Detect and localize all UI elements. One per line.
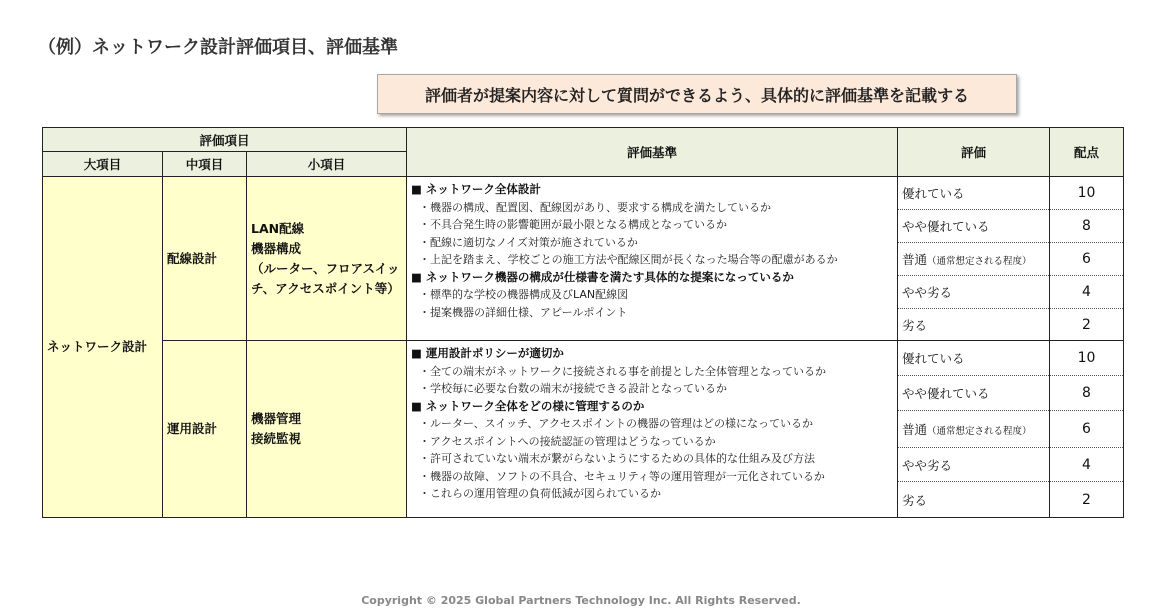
rating-cell [898, 210, 1050, 243]
major-item-cell [43, 177, 163, 518]
rating-label: やや劣る [902, 285, 953, 300]
criteria-item: ・機器の構成、配置図、配線図があり、要求する構成を満たしているか [419, 200, 772, 214]
rating-cell [898, 276, 1050, 309]
callout-box: 評価者が提案内容に対して質問ができるよう、具体的に評価基準を記載する [377, 74, 1017, 114]
header-rating: 評価 [898, 128, 1050, 177]
minor-item-line: LAN配線 [251, 220, 305, 236]
minor-item-line: 機器管理 [251, 411, 302, 426]
rating-label: 普通 [902, 252, 928, 267]
criteria-heading: ■ 運用設計ポリシーが適切か [411, 346, 564, 360]
criteria-cell [407, 177, 898, 341]
criteria-item: ・学校毎に必要な台数の端末が接続できる設計となっているか [419, 382, 728, 395]
header-middle: 中項目 [163, 152, 247, 177]
rating-label: 優れている [902, 351, 965, 366]
rating-cell [898, 309, 1050, 341]
rating-label: やや劣る [902, 457, 953, 473]
rating-cell [898, 177, 1050, 210]
criteria-heading: ■ ネットワーク機器の構成が仕様書を満たす具体的な提案になっているか [411, 269, 794, 284]
page-title: （例）ネットワーク設計評価項目、評価基準 [38, 37, 398, 58]
minor-item-line: 機器構成 [251, 240, 302, 256]
criteria-item: ・標準的な学校の機器構成及びLAN配線図 [419, 288, 629, 301]
criteria-item: ・機器の故障、ソフトの不具合、セキュリティ等の運用管理が一元化されているか [419, 469, 825, 483]
minor-item-line: 接続監視 [251, 431, 302, 446]
rating-cell [898, 376, 1050, 411]
header-minor: 小項目 [247, 152, 407, 177]
middle-item-cell [163, 177, 247, 341]
criteria-item: ・上記を踏まえ、学校ごとの施工方法や配線区間が長くなった場合等の配慮があるか [419, 253, 838, 266]
rating-label: 劣る [902, 492, 928, 508]
header-points: 配点 [1050, 128, 1124, 177]
criteria-heading: ■ ネットワーク全体設計 [411, 182, 541, 196]
rating-cell [898, 448, 1050, 482]
points-cell: 6 [1050, 411, 1124, 448]
criteria-item: ・許可されていない端末が繋がらないようにするための具体的な仕組み及び方法 [419, 452, 816, 465]
criteria-item: ・ルーター、スイッチ、アクセスポイントの機器の管理はどの様になっているか [419, 417, 814, 430]
header-criteria: 評価基準 [407, 128, 898, 177]
evaluation-table [42, 127, 1124, 518]
criteria-heading: ■ ネットワーク全体をどの様に管理するのか [411, 398, 645, 413]
rating-cell [898, 482, 1050, 518]
middle-item: 運用設計 [167, 421, 218, 436]
middle-item: 配線設計 [167, 250, 218, 266]
criteria-item: ・これらの運用管理の負荷低減が図られているか [419, 487, 662, 500]
criteria-item: ・提案機器の詳細仕様、アピールポイント [419, 305, 628, 319]
points-cell: 8 [1050, 210, 1124, 243]
table-row [43, 177, 1124, 210]
rating-label: 優れている [902, 186, 965, 201]
points-cell: 10 [1050, 341, 1124, 376]
header-major: 大項目 [43, 152, 163, 177]
points-cell: 8 [1050, 376, 1124, 411]
criteria-item: ・全ての端末がネットワークに接続される事を前提とした全体管理となっているか [419, 364, 827, 378]
points-cell: 4 [1050, 276, 1124, 309]
minor-item-line: （ルーター、フロアスイッチ、アクセスポイント等） [251, 260, 400, 296]
rating-label: 劣る [902, 317, 928, 333]
criteria-item: ・配線に適切なノイズ対策が施されているか [419, 235, 638, 249]
rating-cell [898, 341, 1050, 376]
rating-label: やや優れている [902, 219, 990, 234]
rating-label: やや優れている [902, 386, 990, 401]
minor-item-cell [247, 177, 407, 341]
rating-note: （通常想定される程度） [927, 256, 1032, 267]
points-cell: 2 [1050, 309, 1124, 341]
criteria-item: ・アクセスポイントへの接続認証の管理はどうなっているか [419, 434, 716, 448]
major-item: ネットワーク設計 [47, 339, 148, 354]
rating-note: （通常想定される程度） [927, 426, 1032, 437]
criteria-item: ・不具合発生時の影響範囲が最小限となる構成となっているか [419, 218, 728, 231]
header-eval-items: 評価項目 [43, 128, 407, 152]
rating-cell [898, 243, 1050, 276]
points-cell: 6 [1050, 243, 1124, 276]
points-cell: 10 [1050, 177, 1124, 210]
copyright-footer: Copyright © 2025 Global Partners Technology Inc. All Rights Reserved. [361, 594, 801, 607]
rating-label: 普通 [902, 422, 928, 437]
middle-item-cell [163, 341, 247, 518]
minor-item-cell [247, 341, 407, 518]
criteria-cell [407, 341, 898, 518]
points-cell: 2 [1050, 482, 1124, 518]
table-row [43, 341, 1124, 376]
rating-cell [898, 411, 1050, 448]
points-cell: 4 [1050, 448, 1124, 482]
